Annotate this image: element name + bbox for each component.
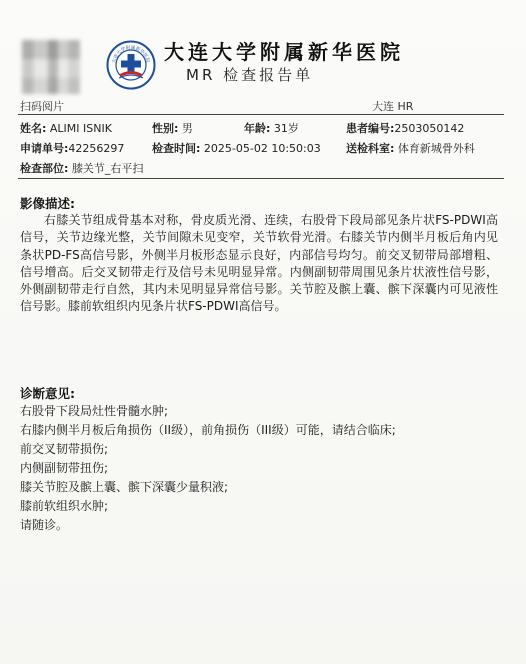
sex-label: 性别: [152, 122, 179, 135]
part-label: 检查部位: [20, 162, 69, 175]
patient-sex [152, 120, 193, 136]
exam-time-value: 2025-05-02 10:50:03 [203, 142, 321, 155]
hospital-logo-icon [106, 40, 156, 90]
dept-value: 体育新城骨外科 [397, 142, 475, 155]
patient-no-label: 患者编号: [346, 122, 395, 135]
age-value: 31岁 [273, 122, 299, 135]
referring-dept [346, 140, 475, 156]
logo-ring-text: 大连大学附属新华医院 [111, 45, 150, 64]
findings-title: 影像描述: [20, 196, 75, 211]
diagnosis-item: 右膝内侧半月板后角损伤（II级），前角损伤（III级）可能，请结合临床; [20, 423, 396, 437]
diagnosis-title: 诊断意见: [20, 386, 75, 401]
part-value: 膝关节_右平扫 [71, 162, 144, 175]
dept-label: 送检科室: [346, 142, 395, 155]
diagnosis-list [20, 402, 510, 535]
diagnosis-item: 请随诊。 [20, 518, 69, 532]
patient-number [346, 120, 464, 136]
diagnosis-item: 膝前软组织水肿; [20, 499, 109, 513]
patient-age [244, 120, 299, 136]
hospital-name: 大连大学附属新华医院 [164, 40, 404, 64]
diagnosis-item: 内侧副韧带扭伤; [20, 461, 109, 475]
blurred-qr-code [22, 40, 80, 94]
region-tag: 大连 HR [372, 100, 414, 113]
info-divider [18, 178, 504, 179]
request-no-label: 申请单号: [20, 142, 69, 155]
request-no-value: 42256297 [68, 142, 125, 155]
exam-time-label: 检查时间: [152, 142, 201, 155]
exam-time [152, 140, 321, 156]
request-number [20, 140, 124, 156]
sex-value: 男 [181, 122, 193, 135]
report-title: MR 检查报告单 [186, 66, 314, 84]
patient-no-value: 2503050142 [394, 122, 465, 135]
header-divider [18, 114, 504, 115]
diagnosis-item: 右股骨下段局灶性骨髓水肿; [20, 404, 169, 418]
diagnosis-item: 前交叉韧带损伤; [20, 442, 109, 456]
patient-name [20, 120, 112, 136]
name-value: ALIMI ISNIK [49, 122, 112, 135]
findings-text: 右膝关节组成骨基本对称，骨皮质光滑、连续，右股骨下段局部见条片状FS-PDWI高信号，关节边缘光整，关节间隙未见变窄，关节软骨光滑。右膝关节内侧半月板后角内见条状PD-FS高信号影，外侧半月板形态显示良好，内部信号均匀。前交叉韧带局部增粗、信号增高。后交叉韧带走行及信号未见明显异常。内侧副韧带周围见条片状液性信号影，外侧副韧带走行自然，其内未见明显异常信号影。关节腔及髌上囊、髌下深囊内可见液性信号影。膝前软组织内见条片状FS-PDWI高信号。 [20, 213, 498, 314]
age-label: 年龄: [244, 122, 271, 135]
name-label: 姓名: [20, 122, 47, 135]
exam-kind: 扫码阅片 [20, 100, 64, 113]
exam-part [20, 160, 143, 176]
diagnosis-item: 膝关节腔及髌上囊、髌下深囊少量积液; [20, 480, 229, 494]
